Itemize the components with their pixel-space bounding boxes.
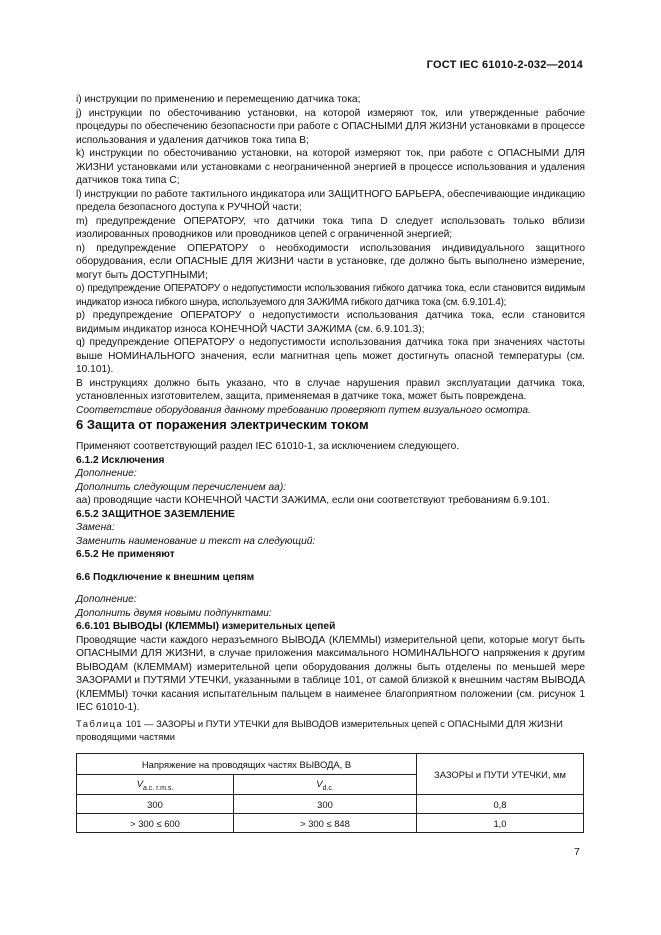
page-number: 7 [574, 846, 580, 858]
table-caption [76, 717, 585, 743]
subsection-6-1-2-title: 6.1.2 Исключения [76, 454, 165, 466]
subsection-6-5-2-title: 6.5.2 ЗАЩИТНОЕ ЗАЗЕМЛЕНИЕ [76, 508, 235, 520]
table-cell: 300 [234, 795, 417, 814]
addition-instruction: Дополнить следующим перечислением аа): [76, 481, 287, 493]
table-cell: 1,0 [417, 814, 584, 833]
dc-column-header: $V_{d.c.}$ [234, 775, 417, 795]
table-header-row [77, 754, 584, 775]
list-item-m: m) предупреждение ОПЕРАТОРУ, что датчики тока типа D следует использовать только вблизи изолированных проводников или проводников цепей с ограниченной энергией; [76, 215, 585, 240]
list-item-o: o) предупреждение ОПЕРАТОРУ о недопустимости использования гибкого датчика тока, если становится видимым индикатор износа гибкого шнура, используемого для ЗАЖИМА гибкого датчика тока (см. 6.9.101.4); [76, 283, 585, 308]
list-item-l: l) инструкции по работе тактильного индикатора или ЗАЩИТНОГО БАРЬЕРА, обеспечивающие индикацию предела безопасного доступа к РУЧНОЙ части; [76, 188, 585, 213]
addition-label: Дополнение: [76, 468, 137, 479]
table-caption-text: 101 — ЗАЗОРЫ и ПУТИ УТЕЧКИ для ВЫВОДОВ измерительных цепей с ОПАСНЫМИ ДЛЯ ЖИЗНИ проводящими частями [76, 718, 563, 742]
subsection-6-6-101-title: 6.6.101 ВЫВОДЫ (КЛЕММЫ) измерительных цепей [76, 621, 336, 632]
table-cell: 300 [77, 795, 234, 814]
ac-column-header: $V_{a.c. r.m.s.}$ [77, 775, 234, 795]
section-6-title: 6 Защита от поражения электрическим током [76, 417, 369, 432]
table-row [77, 814, 584, 833]
table-cell: > 300 ≤ 600 [77, 814, 234, 833]
item-aa: аа) проводящие части КОНЕЧНОЙ ЧАСТИ ЗАЖИМА, если они соответствуют требованиям 6.9.101. [76, 495, 550, 506]
replacement-instruction: Заменить наименование и текст на следующий: [76, 535, 316, 547]
list-item-k: k) инструкции по обесточиванию установки, на которой измеряют ток, при работе с ОПАСНЫМИ ДЛЯ ЖИЗНИ установками или установками с неограниченной энергией в процессе использования и удаления датчиков тока типа С; [76, 148, 585, 186]
list-block [76, 93, 585, 417]
table-cell: > 300 ≤ 848 [234, 814, 417, 833]
clearance-table [76, 753, 584, 833]
clearance-column-header: ЗАЗОРЫ и ПУТИ УТЕЧКИ, мм [417, 754, 584, 795]
subsection-6-6-title: 6.6 Подключение к внешним цепям [76, 571, 255, 583]
addition-label-2: Дополнение: [76, 594, 137, 605]
subsection-6-5-2-new: 6.5.2 Не применяют [76, 549, 175, 560]
table-row [77, 795, 584, 814]
section-6-intro: Применяют соответствующий раздел IEC 61010-1, за исключением следующего. [76, 441, 460, 452]
voltage-group-header: Напряжение на проводящих частях ВЫВОДА, В [77, 754, 417, 775]
list-item-i: i) инструкции по применению и перемещению датчика тока; [76, 94, 361, 105]
document-header: ГОСТ IEC 61010-2-032—2014 [426, 59, 583, 71]
conformity-note: Соответствие оборудования данному требованию проверяют путем визуального осмотра. [76, 404, 531, 416]
list-item-q: q) предупреждение ОПЕРАТОРУ о недопустимости использования датчика тока при значениях частоты выше НОМИНАЛЬНОГО значения, если магнитная цепь может достигнуть опасной температуры (см. 10.101). [76, 337, 585, 375]
section-6-body [76, 440, 585, 715]
list-item-n: n) предупреждение ОПЕРАТОРУ о необходимости использования индивидуального защитного оборудования, если ОПАСНЫЕ ДЛЯ ЖИЗНИ части в установке, где должно быть выполнено измерение, могут быть ДОСТУПНЫМИ; [76, 242, 585, 281]
addition-instruction-2: Дополнить двумя новыми подпунктами: [76, 607, 272, 619]
table-caption-label: Таблица [76, 718, 124, 729]
list-item-j: j) инструкции по обесточиванию установки, на которой измеряют ток, или утвержденные рабочие процедуры по обеспечению безопасности при работе с ОПАСНЫМИ ДЛЯ ЖИЗНИ установками в процессе использования и удаления датчиков тока типа В; [76, 107, 585, 146]
instructions-note: В инструкциях должно быть указано, что в случае нарушения правил эксплуатации датчика тока, установленных изготовителем, защита, применяемая в датчике тока, может быть повреждена. [76, 377, 585, 402]
list-item-p: p) предупреждение ОПЕРАТОРУ о недопустимости использования датчика тока, если становится видимым индикатор износа КОНЕЧНОЙ ЧАСТИ ЗАЖИМА (см. 6.9.101.3); [76, 310, 585, 335]
replacement-label: Замена: [76, 522, 115, 533]
subsection-6-6-101-text: Проводящие части каждого неразъемного ВЫВОДА (КЛЕММЫ) измерительной цепи, которые могут быть ОПАСНЫМИ ДЛЯ ЖИЗНИ, в случае приложения максимального НОМИНАЛЬНОГО напряжения к другим ВЫВОДАМ (КЛЕММАМ) измерительной цепи оборудования должны быть отделены по меньшей мере ЗАЗОРАМИ и ПУТЯМИ УТЕЧКИ, указанными в таблице 101, от самой близкой к внешним частям ВЫВОДА (КЛЕММЫ) точки касания испытательным пальцем в наименее благоприятном положении (см. рисунок 1 IEC 61010-1). [76, 634, 585, 713]
table-cell: 0,8 [417, 795, 584, 814]
